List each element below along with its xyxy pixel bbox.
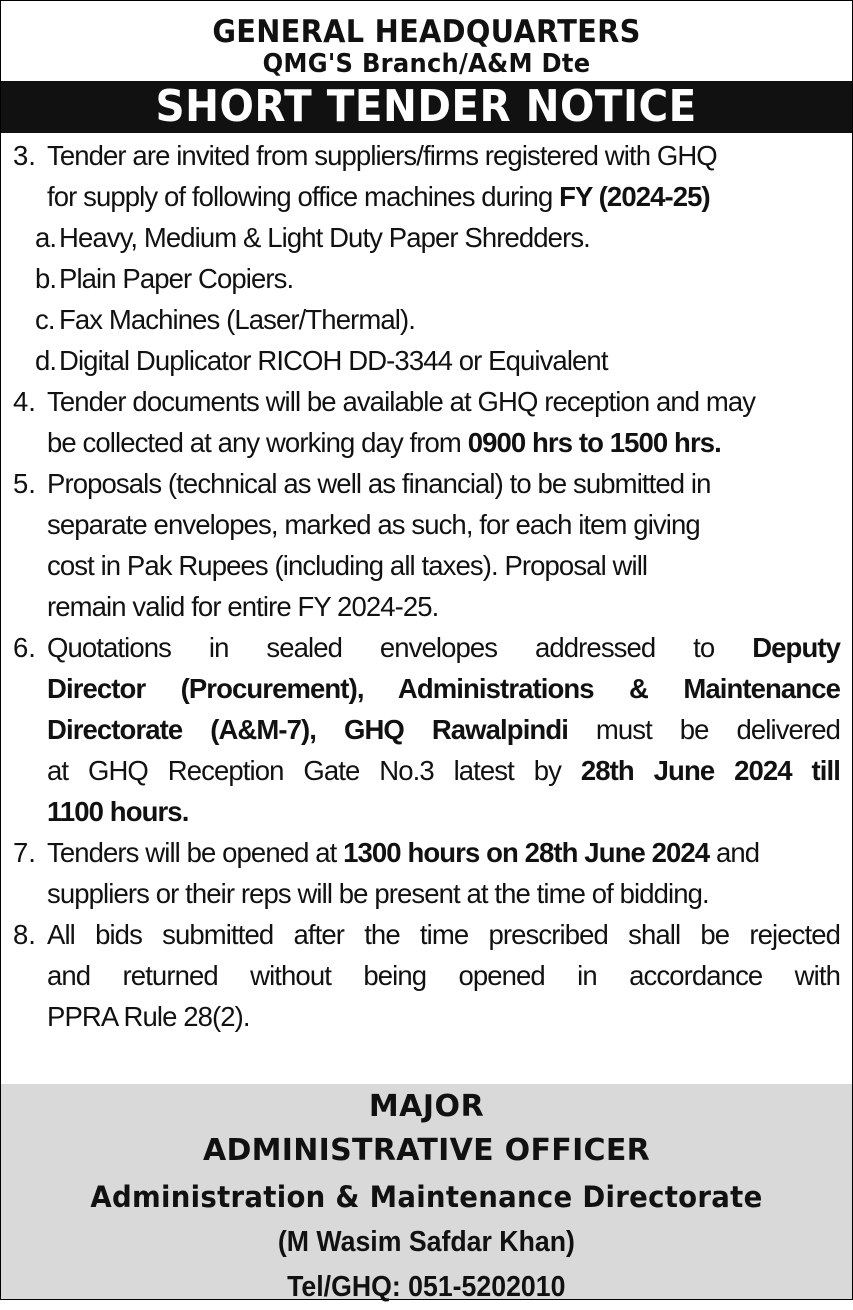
collection-hours: 0900 hrs to 1500 hrs. — [467, 427, 721, 458]
clause-3 — [13, 135, 840, 217]
signatory-name: (M Wasim Safdar Khan) — [278, 1226, 575, 1258]
clause-line: cost in Pak Rupees (including all taxes). Proposal will — [47, 550, 648, 581]
clause-8 — [13, 914, 840, 1037]
signatory-designation: ADMINISTRATIVE OFFICER — [202, 1133, 651, 1168]
clause-5 — [13, 463, 840, 627]
clause-number: 3. — [13, 140, 36, 171]
deadline: 28th June 2024 till — [580, 755, 840, 786]
clause-4 — [13, 381, 840, 463]
clause-line: separate envelopes, marked as such, for each item giving — [47, 509, 700, 540]
clause-7 — [13, 832, 840, 914]
clause-line: and returned without being opened in accordance with — [47, 960, 840, 991]
signatory-rank: MAJOR — [368, 1089, 485, 1124]
clause-line: Quotations in sealed envelopes addressed to Deputy — [47, 632, 840, 663]
clause-line: Proposals (technical as well as financial) to be submitted in — [47, 468, 711, 499]
clause-line: 1100 hours. — [47, 796, 189, 827]
sub-item-c: c. Fax Machines (Laser/Thermal). — [35, 304, 415, 335]
signatory-directorate: Administration & Maintenance Directorate — [90, 1180, 763, 1214]
clause-line: Tenders will be opened at 1300 hours on 28th June 2024 and — [47, 837, 760, 868]
clause-line: suppliers or their reps will be present at the time of bidding. — [47, 878, 709, 909]
org-name: GENERAL HEADQUARTERS — [212, 14, 641, 50]
clause-line: All bids submitted after the time prescribed shall be rejected — [47, 919, 840, 950]
clause-number: 5. — [13, 468, 36, 499]
clause-line: Tender documents will be available at GHQ reception and may — [47, 386, 756, 417]
notice-title: SHORT TENDER NOTICE — [155, 81, 698, 132]
clause-number: 4. — [13, 386, 36, 417]
clause-line: for supply of following office machines during FY (2024-25) — [47, 181, 710, 212]
opening-time: 1300 hours on 28th June 2024 — [343, 837, 710, 868]
clause-6 — [13, 627, 840, 832]
clause-number: 7. — [13, 837, 36, 868]
clause-number: 8. — [13, 919, 36, 950]
clause-line: remain valid for entire FY 2024-25. — [47, 591, 439, 622]
contact-telephone: Tel/GHQ: 051-5202010 — [287, 1271, 566, 1303]
notice-body — [1, 133, 852, 1037]
notice-title-banner — [1, 81, 852, 133]
clause-line: Tender are invited from suppliers/firms registered with GHQ — [47, 140, 717, 171]
signature-block — [1, 1084, 852, 1303]
sub-item-a: a. Heavy, Medium & Light Duty Paper Shredders. — [35, 222, 590, 253]
clause-line: be collected at any working day from 0900 hrs to 1500 hrs. — [47, 427, 721, 458]
clause-line: at GHQ Reception Gate No.3 latest by 28th June 2024 till — [47, 755, 840, 786]
notice-header — [1, 1, 852, 79]
clause-line: PPRA Rule 28(2). — [47, 1001, 250, 1032]
branch-name: QMG'S Branch/A&M Dte — [262, 49, 591, 79]
clause-line: Directorate (A&M-7), GHQ Rawalpindi must be delivered — [47, 714, 840, 745]
fiscal-year: FY (2024-25) — [559, 181, 710, 212]
sub-item-d: d. Digital Duplicator RICOH DD-3344 or Equivalent — [35, 345, 608, 376]
clause-line: Director (Procurement), Administrations & Maintenance — [47, 673, 840, 704]
clause-number: 6. — [13, 632, 36, 663]
sub-item-b: b. Plain Paper Copiers. — [35, 263, 294, 294]
